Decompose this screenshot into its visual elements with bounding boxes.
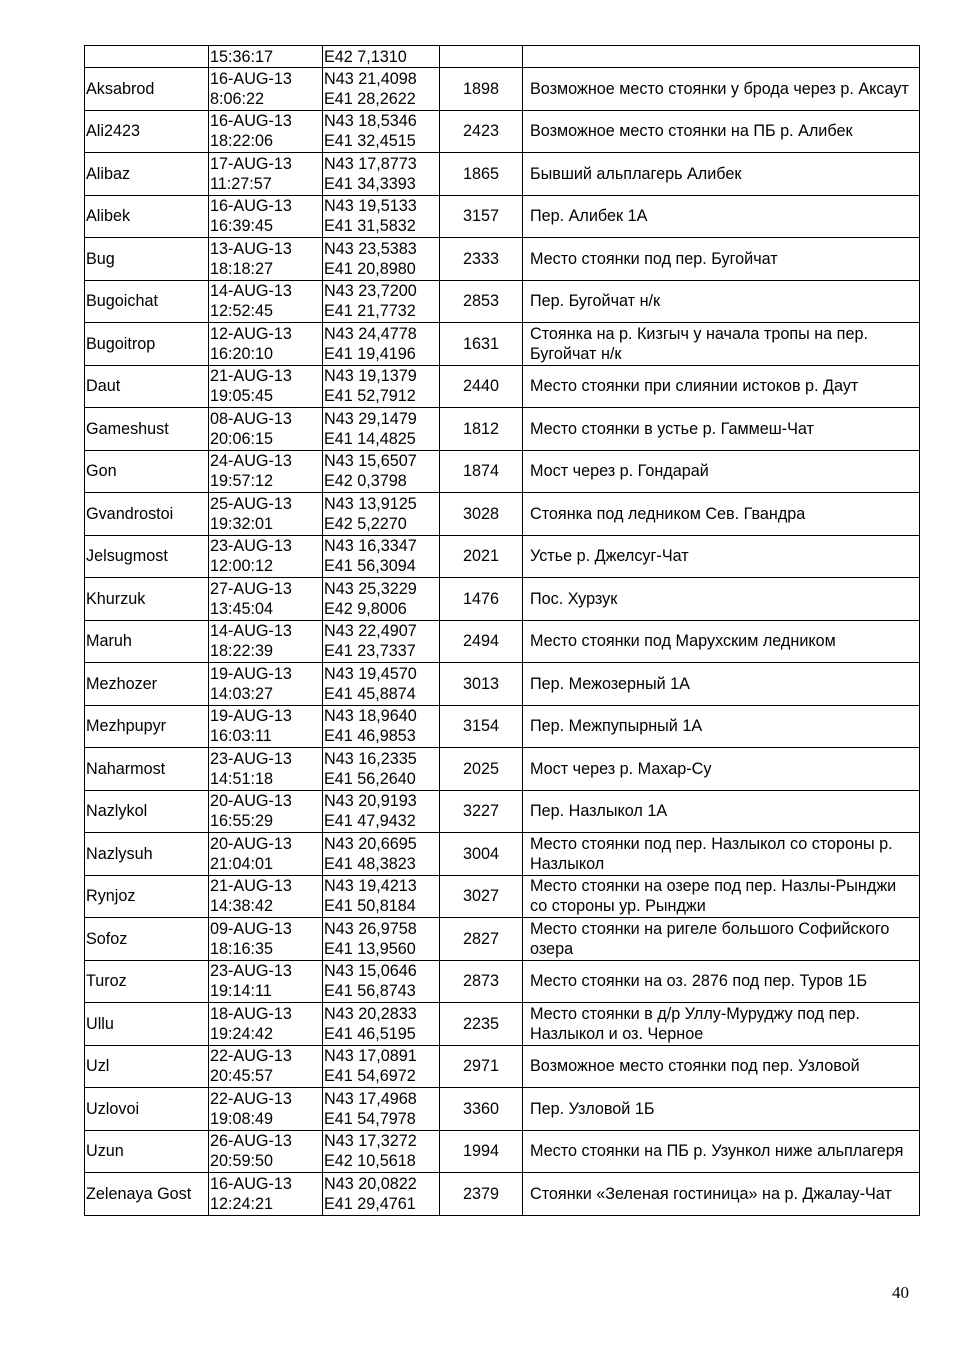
waypoint-name-cell: Ali2423 bbox=[85, 110, 209, 153]
date-text: 18-AUG-13 bbox=[210, 1004, 292, 1023]
waypoint-table bbox=[84, 45, 920, 1216]
time-text: 18:16:35 bbox=[210, 939, 274, 958]
coordinates-cell bbox=[323, 960, 440, 1003]
description-cell: Место стоянки под пер. Бугойчат bbox=[523, 238, 920, 281]
latitude-text: N43 20,9193 bbox=[324, 792, 417, 811]
latitude-text: N43 25,3229 bbox=[324, 579, 417, 598]
description-cell: Устье р. Джелсуг-Чат bbox=[523, 535, 920, 578]
altitude-cell: 2235 bbox=[440, 1003, 523, 1046]
time-text: 19:14:11 bbox=[210, 982, 272, 1001]
longitude-text: E41 48,3823 bbox=[324, 854, 416, 873]
datetime-cell bbox=[209, 1173, 323, 1216]
altitude-cell: 2971 bbox=[440, 1045, 523, 1088]
longitude-text: E41 19,4196 bbox=[324, 344, 416, 363]
longitude-text: E41 31,5832 bbox=[324, 217, 416, 236]
table-row bbox=[85, 875, 920, 918]
time-text: 19:24:42 bbox=[210, 1024, 274, 1043]
datetime-cell bbox=[209, 663, 323, 706]
longitude-text: E41 23,7337 bbox=[324, 642, 416, 661]
coordinates-cell bbox=[323, 493, 440, 536]
datetime-cell bbox=[209, 875, 323, 918]
time-text: 14:03:27 bbox=[210, 684, 274, 703]
altitude-cell: 1865 bbox=[440, 153, 523, 196]
table-row bbox=[85, 1003, 920, 1046]
coordinates-cell bbox=[323, 1045, 440, 1088]
datetime-cell bbox=[209, 195, 323, 238]
waypoint-name-cell bbox=[85, 46, 209, 68]
table-row bbox=[85, 918, 920, 961]
coordinates-cell bbox=[323, 46, 440, 68]
description-cell: Бывший альплагерь Алибек bbox=[523, 153, 920, 196]
longitude-text: E41 21,7732 bbox=[324, 302, 416, 321]
description-cell: Место стоянки на ПБ р. Узункол ниже альплагеря bbox=[523, 1130, 920, 1173]
description-cell bbox=[523, 46, 920, 68]
datetime-cell bbox=[209, 960, 323, 1003]
coordinates-cell bbox=[323, 110, 440, 153]
date-text: 17-AUG-13 bbox=[210, 154, 292, 173]
table-row bbox=[85, 280, 920, 323]
date-text: 12-AUG-13 bbox=[210, 324, 292, 343]
table-row bbox=[85, 195, 920, 238]
time-text: 12:52:45 bbox=[210, 302, 274, 321]
longitude-text: E41 14,4825 bbox=[324, 429, 416, 448]
time-text: 16:03:11 bbox=[210, 727, 272, 746]
description-cell: Возможное место стоянки на ПБ р. Алибек bbox=[523, 110, 920, 153]
date-text: 23-AUG-13 bbox=[210, 537, 292, 556]
latitude-text: N43 15,0646 bbox=[324, 962, 417, 981]
time-text: 18:22:39 bbox=[210, 642, 274, 661]
latitude-text: N43 16,2335 bbox=[324, 749, 417, 768]
altitude-cell: 1898 bbox=[440, 68, 523, 111]
time-text: 12:24:21 bbox=[210, 1194, 274, 1213]
datetime-cell bbox=[209, 408, 323, 451]
table-row bbox=[85, 365, 920, 408]
table-row bbox=[85, 578, 920, 621]
waypoint-name-cell: Khurzuk bbox=[85, 578, 209, 621]
latitude-text: N43 21,4098 bbox=[324, 69, 417, 88]
table-row bbox=[85, 1088, 920, 1131]
latitude-text: N43 26,9758 bbox=[324, 919, 417, 938]
waypoint-name-cell: Bugoichat bbox=[85, 280, 209, 323]
date-text: 26-AUG-13 bbox=[210, 1132, 292, 1151]
datetime-cell bbox=[209, 918, 323, 961]
date-text: 25-AUG-13 bbox=[210, 494, 292, 513]
description-cell: Место стоянки в устье р. Гаммеш-Чат bbox=[523, 408, 920, 451]
description-cell: Пер. Назлыкол 1А bbox=[523, 790, 920, 833]
datetime-cell bbox=[209, 1088, 323, 1131]
description-cell: Место стоянки на озере под пер. Назлы-Рынджи со стороны ур. Рынджи bbox=[523, 875, 920, 918]
altitude-cell: 3157 bbox=[440, 195, 523, 238]
time-text: 21:04:01 bbox=[210, 854, 274, 873]
description-cell: Мост через р. Гондарай bbox=[523, 450, 920, 493]
description-cell: Место стоянки на ригеле большого Софийского озера bbox=[523, 918, 920, 961]
datetime-cell bbox=[209, 110, 323, 153]
altitude-cell: 1994 bbox=[440, 1130, 523, 1173]
date-text: 24-AUG-13 bbox=[210, 452, 292, 471]
altitude-cell: 2379 bbox=[440, 1173, 523, 1216]
date-text: 16-AUG-13 bbox=[210, 69, 292, 88]
coordinates-cell bbox=[323, 408, 440, 451]
coordinates-cell bbox=[323, 238, 440, 281]
date-text: 14-AUG-13 bbox=[210, 622, 292, 641]
date-text: 13-AUG-13 bbox=[210, 239, 292, 258]
time-text: 12:00:12 bbox=[210, 557, 274, 576]
time-text: 14:51:18 bbox=[210, 769, 274, 788]
latitude-text: N43 20,6695 bbox=[324, 834, 417, 853]
waypoint-name-cell: Alibaz bbox=[85, 153, 209, 196]
description-cell: Место стоянки под Марухским ледником bbox=[523, 620, 920, 663]
coordinates-cell bbox=[323, 663, 440, 706]
datetime-cell bbox=[209, 535, 323, 578]
longitude-text: E41 56,8743 bbox=[324, 982, 416, 1001]
altitude-cell bbox=[440, 46, 523, 68]
description-cell: Пос. Хурзук bbox=[523, 578, 920, 621]
time-text: 20:06:15 bbox=[210, 429, 274, 448]
datetime-cell bbox=[209, 1045, 323, 1088]
coordinates-cell bbox=[323, 1088, 440, 1131]
latitude-text: N43 29,1479 bbox=[324, 409, 417, 428]
altitude-cell: 1812 bbox=[440, 408, 523, 451]
time-text: 11:27:57 bbox=[210, 174, 272, 193]
table-row bbox=[85, 1045, 920, 1088]
date-text: 23-AUG-13 bbox=[210, 962, 292, 981]
datetime-cell bbox=[209, 1003, 323, 1046]
table-row bbox=[85, 620, 920, 663]
waypoint-name-cell: Uzun bbox=[85, 1130, 209, 1173]
date-text: 19-AUG-13 bbox=[210, 707, 292, 726]
description-cell: Место стоянки на оз. 2876 под пер. Туров 1Б bbox=[523, 960, 920, 1003]
description-cell: Пер. Бугойчат н/к bbox=[523, 280, 920, 323]
latitude-text: N43 19,1379 bbox=[324, 367, 417, 386]
date-text: 20-AUG-13 bbox=[210, 792, 292, 811]
latitude-text: N43 16,3347 bbox=[324, 537, 417, 556]
description-cell: Место стоянки в д/р Уллу-Муруджу под пер. Назлыкол и оз. Черное bbox=[523, 1003, 920, 1046]
longitude-text: E41 47,9432 bbox=[324, 812, 416, 831]
waypoint-name-cell: Bug bbox=[85, 238, 209, 281]
datetime-cell bbox=[209, 46, 323, 68]
waypoint-name-cell: Bugoitrop bbox=[85, 323, 209, 366]
altitude-cell: 2423 bbox=[440, 110, 523, 153]
latitude-text: N43 22,4907 bbox=[324, 622, 417, 641]
coordinates-cell bbox=[323, 1130, 440, 1173]
description-cell: Место стоянки под пер. Назлыкол со стороны р. Назлыкол bbox=[523, 833, 920, 876]
time-text: 20:45:57 bbox=[210, 1067, 274, 1086]
datetime-cell bbox=[209, 620, 323, 663]
coordinates-cell bbox=[323, 195, 440, 238]
longitude-text: E41 32,4515 bbox=[324, 132, 416, 151]
altitude-cell: 2440 bbox=[440, 365, 523, 408]
coordinates-cell bbox=[323, 918, 440, 961]
table-row bbox=[85, 1130, 920, 1173]
description-cell: Место стоянки при слиянии истоков р. Даут bbox=[523, 365, 920, 408]
coordinates-cell bbox=[323, 365, 440, 408]
page-number: 40 bbox=[892, 1283, 909, 1302]
altitude-cell: 3154 bbox=[440, 705, 523, 748]
datetime-cell bbox=[209, 280, 323, 323]
latitude-text: N43 19,5133 bbox=[324, 197, 417, 216]
longitude-text: E41 56,3094 bbox=[324, 557, 416, 576]
altitude-cell: 1476 bbox=[440, 578, 523, 621]
altitude-cell: 3360 bbox=[440, 1088, 523, 1131]
latitude-text: N43 19,4213 bbox=[324, 877, 417, 896]
longitude-text: E41 34,3393 bbox=[324, 174, 416, 193]
time-text: 20:59:50 bbox=[210, 1152, 274, 1171]
coordinates-cell bbox=[323, 323, 440, 366]
latitude-text: N43 19,4570 bbox=[324, 664, 417, 683]
coordinates-cell bbox=[323, 578, 440, 621]
latitude-text: N43 18,9640 bbox=[324, 707, 417, 726]
waypoint-name-cell: Zelenaya Gost bbox=[85, 1173, 209, 1216]
longitude-text: E41 50,8184 bbox=[324, 897, 416, 916]
date-text: 22-AUG-13 bbox=[210, 1089, 292, 1108]
table-row bbox=[85, 110, 920, 153]
date-text: 08-AUG-13 bbox=[210, 409, 292, 428]
date-text: 21-AUG-13 bbox=[210, 367, 292, 386]
table-row bbox=[85, 408, 920, 451]
altitude-cell: 2827 bbox=[440, 918, 523, 961]
waypoint-name-cell: Nazlysuh bbox=[85, 833, 209, 876]
date-text: 16-AUG-13 bbox=[210, 112, 292, 131]
waypoint-name-cell: Turoz bbox=[85, 960, 209, 1003]
longitude-text: E42 7,1310 bbox=[324, 47, 407, 66]
altitude-cell: 3004 bbox=[440, 833, 523, 876]
table-row bbox=[85, 450, 920, 493]
datetime-cell bbox=[209, 153, 323, 196]
description-cell: Пер. Алибек 1А bbox=[523, 195, 920, 238]
latitude-text: N43 17,8773 bbox=[324, 154, 417, 173]
latitude-text: N43 13,9125 bbox=[324, 494, 417, 513]
longitude-text: E41 56,2640 bbox=[324, 769, 416, 788]
altitude-cell: 2333 bbox=[440, 238, 523, 281]
altitude-cell: 2873 bbox=[440, 960, 523, 1003]
datetime-cell bbox=[209, 578, 323, 621]
description-cell: Возможное место стоянки под пер. Узловой bbox=[523, 1045, 920, 1088]
waypoint-name-cell: Alibek bbox=[85, 195, 209, 238]
waypoint-name-cell: Naharmost bbox=[85, 748, 209, 791]
table-row bbox=[85, 238, 920, 281]
waypoint-name-cell: Rynjoz bbox=[85, 875, 209, 918]
date-text: 23-AUG-13 bbox=[210, 749, 292, 768]
waypoint-name-cell: Jelsugmost bbox=[85, 535, 209, 578]
table-row bbox=[85, 790, 920, 833]
longitude-text: E41 46,9853 bbox=[324, 727, 416, 746]
time-text: 18:18:27 bbox=[210, 259, 274, 278]
time-text: 16:55:29 bbox=[210, 812, 274, 831]
time-text: 15:36:17 bbox=[210, 47, 274, 66]
waypoint-name-cell: Mezhpupyr bbox=[85, 705, 209, 748]
coordinates-cell bbox=[323, 875, 440, 918]
coordinates-cell bbox=[323, 450, 440, 493]
longitude-text: E41 52,7912 bbox=[324, 387, 416, 406]
coordinates-cell bbox=[323, 748, 440, 791]
datetime-cell bbox=[209, 365, 323, 408]
coordinates-cell bbox=[323, 620, 440, 663]
time-text: 18:22:06 bbox=[210, 132, 274, 151]
time-text: 8:06:22 bbox=[210, 89, 265, 108]
waypoint-name-cell: Gameshust bbox=[85, 408, 209, 451]
coordinates-cell bbox=[323, 535, 440, 578]
date-text: 20-AUG-13 bbox=[210, 834, 292, 853]
date-text: 21-AUG-13 bbox=[210, 877, 292, 896]
time-text: 16:39:45 bbox=[210, 217, 274, 236]
description-cell: Возможное место стоянки у брода через р. Аксаут bbox=[523, 68, 920, 111]
waypoint-name-cell: Sofoz bbox=[85, 918, 209, 961]
table-row bbox=[85, 748, 920, 791]
longitude-text: E42 0,3798 bbox=[324, 472, 407, 491]
table-row bbox=[85, 68, 920, 111]
waypoint-name-cell: Gon bbox=[85, 450, 209, 493]
longitude-text: E41 20,8980 bbox=[324, 259, 416, 278]
longitude-text: E41 28,2622 bbox=[324, 89, 416, 108]
waypoint-name-cell: Gvandrostoi bbox=[85, 493, 209, 536]
description-cell: Пер. Узловой 1Б bbox=[523, 1088, 920, 1131]
datetime-cell bbox=[209, 68, 323, 111]
datetime-cell bbox=[209, 1130, 323, 1173]
table-row bbox=[85, 493, 920, 536]
table-row bbox=[85, 833, 920, 876]
description-cell: Пер. Межпупырный 1А bbox=[523, 705, 920, 748]
altitude-cell: 2853 bbox=[440, 280, 523, 323]
time-text: 19:08:49 bbox=[210, 1109, 274, 1128]
date-text: 27-AUG-13 bbox=[210, 579, 292, 598]
longitude-text: E42 5,2270 bbox=[324, 514, 407, 533]
datetime-cell bbox=[209, 238, 323, 281]
waypoint-name-cell: Uzl bbox=[85, 1045, 209, 1088]
waypoint-name-cell: Ullu bbox=[85, 1003, 209, 1046]
description-cell: Стоянка на р. Кизгыч у начала тропы на пер. Бугойчат н/к bbox=[523, 323, 920, 366]
datetime-cell bbox=[209, 705, 323, 748]
time-text: 16:20:10 bbox=[210, 344, 274, 363]
altitude-cell: 1874 bbox=[440, 450, 523, 493]
longitude-text: E41 29,4761 bbox=[324, 1194, 416, 1213]
table-row bbox=[85, 323, 920, 366]
date-text: 14-AUG-13 bbox=[210, 282, 292, 301]
date-text: 16-AUG-13 bbox=[210, 1174, 292, 1193]
altitude-cell: 3227 bbox=[440, 790, 523, 833]
longitude-text: E41 54,6972 bbox=[324, 1067, 416, 1086]
longitude-text: E41 46,5195 bbox=[324, 1024, 416, 1043]
coordinates-cell bbox=[323, 705, 440, 748]
latitude-text: N43 23,7200 bbox=[324, 282, 417, 301]
date-text: 19-AUG-13 bbox=[210, 664, 292, 683]
date-text: 09-AUG-13 bbox=[210, 919, 292, 938]
waypoint-name-cell: Maruh bbox=[85, 620, 209, 663]
altitude-cell: 2025 bbox=[440, 748, 523, 791]
table-row bbox=[85, 46, 920, 68]
datetime-cell bbox=[209, 323, 323, 366]
latitude-text: N43 17,4968 bbox=[324, 1089, 417, 1108]
time-text: 13:45:04 bbox=[210, 599, 274, 618]
altitude-cell: 3027 bbox=[440, 875, 523, 918]
datetime-cell bbox=[209, 748, 323, 791]
table-row bbox=[85, 153, 920, 196]
longitude-text: E42 10,5618 bbox=[324, 1152, 416, 1171]
waypoint-table-body bbox=[85, 46, 920, 1216]
altitude-cell: 2021 bbox=[440, 535, 523, 578]
latitude-text: N43 20,2833 bbox=[324, 1004, 417, 1023]
latitude-text: N43 15,6507 bbox=[324, 452, 417, 471]
waypoint-name-cell: Daut bbox=[85, 365, 209, 408]
table-row bbox=[85, 960, 920, 1003]
latitude-text: N43 23,5383 bbox=[324, 239, 417, 258]
datetime-cell bbox=[209, 450, 323, 493]
coordinates-cell bbox=[323, 1173, 440, 1216]
altitude-cell: 3013 bbox=[440, 663, 523, 706]
longitude-text: E41 13,9560 bbox=[324, 939, 416, 958]
description-cell: Стоянки «Зеленая гостиница» на р. Джалау-Чат bbox=[523, 1173, 920, 1216]
altitude-cell: 2494 bbox=[440, 620, 523, 663]
date-text: 22-AUG-13 bbox=[210, 1047, 292, 1066]
description-cell: Стоянка под ледником Сев. Гвандра bbox=[523, 493, 920, 536]
coordinates-cell bbox=[323, 153, 440, 196]
waypoint-name-cell: Uzlovoi bbox=[85, 1088, 209, 1131]
longitude-text: E41 45,8874 bbox=[324, 684, 416, 703]
coordinates-cell bbox=[323, 280, 440, 323]
waypoint-name-cell: Aksabrod bbox=[85, 68, 209, 111]
time-text: 19:57:12 bbox=[210, 472, 274, 491]
table-row bbox=[85, 1173, 920, 1216]
description-cell: Мост через р. Махар-Су bbox=[523, 748, 920, 791]
coordinates-cell bbox=[323, 790, 440, 833]
time-text: 14:38:42 bbox=[210, 897, 274, 916]
latitude-text: N43 17,0891 bbox=[324, 1047, 417, 1066]
altitude-cell: 3028 bbox=[440, 493, 523, 536]
time-text: 19:05:45 bbox=[210, 387, 274, 406]
latitude-text: N43 24,4778 bbox=[324, 324, 417, 343]
datetime-cell bbox=[209, 833, 323, 876]
latitude-text: N43 18,5346 bbox=[324, 112, 417, 131]
coordinates-cell bbox=[323, 1003, 440, 1046]
table-row bbox=[85, 535, 920, 578]
longitude-text: E41 54,7978 bbox=[324, 1109, 416, 1128]
table-row bbox=[85, 705, 920, 748]
datetime-cell bbox=[209, 790, 323, 833]
time-text: 19:32:01 bbox=[210, 514, 274, 533]
latitude-text: N43 17,3272 bbox=[324, 1132, 417, 1151]
date-text: 16-AUG-13 bbox=[210, 197, 292, 216]
coordinates-cell bbox=[323, 833, 440, 876]
datetime-cell bbox=[209, 493, 323, 536]
waypoint-name-cell: Mezhozer bbox=[85, 663, 209, 706]
longitude-text: E42 9,8006 bbox=[324, 599, 407, 618]
table-row bbox=[85, 663, 920, 706]
waypoint-name-cell: Nazlykol bbox=[85, 790, 209, 833]
altitude-cell: 1631 bbox=[440, 323, 523, 366]
coordinates-cell bbox=[323, 68, 440, 111]
description-cell: Пер. Межозерный 1А bbox=[523, 663, 920, 706]
latitude-text: N43 20,0822 bbox=[324, 1174, 417, 1193]
